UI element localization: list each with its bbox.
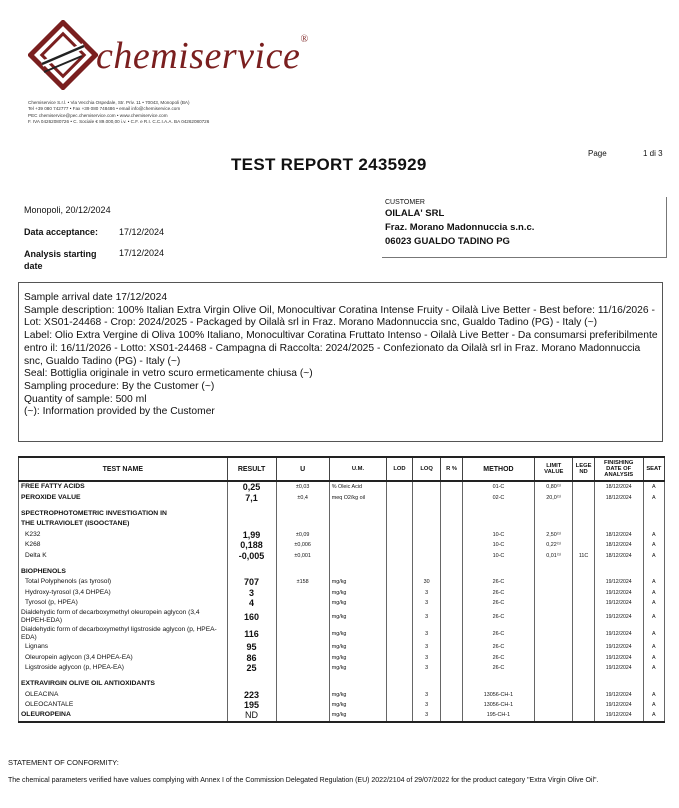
date-cell: 19/12/2024 (594, 710, 643, 721)
col-lod: LOD (387, 457, 413, 481)
lod-cell (387, 519, 413, 529)
lod-cell (387, 492, 413, 502)
lod-cell (387, 588, 413, 598)
lod-cell (387, 652, 413, 662)
sample-seal: Seal: Bottiglia originale in vetro scuro ermeticamente chiusa (~) (24, 368, 313, 380)
table-row (19, 625, 665, 642)
col-test-name: TEST NAME (19, 457, 228, 481)
result-cell (227, 509, 276, 519)
date-cell: 19/12/2024 (594, 663, 643, 673)
test-name-cell: SPECTROPHOTOMETRIC INVESTIGATION IN (19, 509, 228, 519)
loq-cell: 3 (412, 642, 441, 652)
loq-cell (412, 492, 441, 502)
test-name-cell: BIOPHENOLS (19, 567, 228, 577)
acceptance-label: Data acceptance: (24, 227, 99, 237)
test-name-cell: THE ULTRAVIOLET (ISOOCTANE) (19, 519, 228, 529)
seat-cell: A (643, 625, 664, 642)
method-cell: 26-C (462, 652, 534, 662)
um-cell: mg/kg (329, 710, 386, 721)
limit-cell: 0,22⁽¹⁾ (535, 540, 573, 550)
result-cell: 195 (227, 700, 276, 710)
result-cell: 25 (227, 663, 276, 673)
table-group-row (19, 519, 665, 529)
seat-cell: A (643, 481, 664, 492)
col-um: U.M. (329, 457, 386, 481)
r-cell (441, 710, 462, 721)
u-cell: ±158 (276, 577, 329, 587)
col-legend: LEGE ND (573, 457, 594, 481)
company-info: Chemiservice S.r.l. • Via Vecchia Ospedale, Str. Priv. 11 • 70043, Monopoli (BA) Tel +39 080 742777 • Fax +39 080 748486 • email info@chemiservice.com PEC chemiservice@pec.chemiservice.com • www.chemiservice.com F. IVA 04262080726 • C. Sociale € 89.000,00 i.v. • C.F. e R.I. C.C.I.A.A. BA 04262080726 (28, 100, 210, 124)
table-row (19, 700, 665, 710)
result-cell: 1,99 (227, 530, 276, 540)
chemiservice-logo (28, 20, 98, 90)
um-cell: meq O2/kg oil (329, 492, 386, 502)
date-cell (594, 679, 643, 689)
test-name-cell: Delta K (19, 550, 228, 560)
result-cell (227, 567, 276, 577)
test-name-cell: OLEOCANTALE (19, 700, 228, 710)
legend-cell (573, 625, 594, 642)
test-name-cell: Total Polyphenols (as tyrosol) (19, 577, 228, 587)
test-name-cell: Ligstroside aglycon (p, HPEA-EA) (19, 663, 228, 673)
limit-cell: 0,01⁽¹⁾ (535, 550, 573, 560)
loq-cell: 3 (412, 588, 441, 598)
table-header-row (19, 457, 665, 481)
um-cell (329, 540, 386, 550)
date-cell (594, 519, 643, 529)
method-cell: 02-C (462, 492, 534, 502)
result-cell: 7,1 (227, 492, 276, 502)
method-cell: 13056-CH-1 (462, 689, 534, 699)
legend-cell (573, 642, 594, 652)
u-cell: ±0,006 (276, 540, 329, 550)
r-cell (441, 550, 462, 560)
limit-cell: 2,50⁽¹⁾ (535, 530, 573, 540)
legend-cell (573, 492, 594, 502)
limit-cell (535, 642, 573, 652)
table-row (19, 577, 665, 587)
legend-cell (573, 663, 594, 673)
method-cell: 26-C (462, 577, 534, 587)
limit-cell: 0,80⁽¹⁾ (535, 481, 573, 492)
u-cell (276, 700, 329, 710)
lod-cell (387, 700, 413, 710)
date-cell: 19/12/2024 (594, 700, 643, 710)
conformity-text: The chemical parameters verified have values complying with Annex I of the Commission Delegated Regulation (EU) 2022/2104 of 29/07/2022 for the product category "Extra Virgin Olive Oil". (8, 777, 599, 784)
sample-description: Sample description: 100% Italian Extra Virgin Olive Oil, Monocultivar Coratina Intense Fruity - Oilalà Live Better - Best before: 11/16/2026 - Lot: XS01-24468 - Crop: 2024/2025 - Packaged by Oilalà srl in Fraz. Morano Madonnuccia snc, Gualdo Tadino (PG) - Italy (~) (24, 304, 655, 329)
seat-cell: A (643, 540, 664, 550)
u-cell: ±0,03 (276, 481, 329, 492)
sample-arrival: Sample arrival date 17/12/2024 (24, 292, 168, 303)
seat-cell: A (643, 608, 664, 625)
table-group-row (19, 567, 665, 577)
analysis-label: Analysis starting date (24, 249, 97, 271)
col-date: FINISHING DATE OF ANALYSIS (594, 457, 643, 481)
limit-cell (535, 598, 573, 608)
result-cell: 223 (227, 689, 276, 699)
customer-heading: CUSTOMER (385, 199, 425, 206)
test-name-cell: Lignans (19, 642, 228, 652)
method-cell: 10-C (462, 530, 534, 540)
lod-cell (387, 577, 413, 587)
analysis-value: 17/12/2024 (119, 248, 165, 258)
result-cell: 4 (227, 598, 276, 608)
r-cell (441, 481, 462, 492)
method-cell: 10-C (462, 540, 534, 550)
limit-cell (535, 519, 573, 529)
results-table (18, 456, 665, 723)
col-limit: LIMIT VALUE (535, 457, 573, 481)
date-cell: 19/12/2024 (594, 642, 643, 652)
loq-cell (412, 481, 441, 492)
test-name-cell: OLEUROPEINA (19, 710, 228, 721)
loq-cell (412, 519, 441, 529)
um-cell: mg/kg (329, 577, 386, 587)
table-row (19, 652, 665, 662)
um-cell (329, 509, 386, 519)
sample-note: (~): Information provided by the Customer (24, 406, 215, 418)
um-cell: % Oleic Acid (329, 481, 386, 492)
r-cell (441, 567, 462, 577)
seat-cell: A (643, 652, 664, 662)
seat-cell: A (643, 577, 664, 587)
date-cell: 19/12/2024 (594, 625, 643, 642)
loq-cell: 3 (412, 700, 441, 710)
loq-cell: 3 (412, 625, 441, 642)
col-method: METHOD (462, 457, 534, 481)
result-cell (227, 519, 276, 529)
loq-cell: 3 (412, 689, 441, 699)
u-cell: ±0,001 (276, 550, 329, 560)
result-cell: 0,188 (227, 540, 276, 550)
method-cell: 26-C (462, 608, 534, 625)
um-cell: mg/kg (329, 642, 386, 652)
legend-cell (573, 530, 594, 540)
loq-cell (412, 509, 441, 519)
result-cell: 707 (227, 577, 276, 587)
seat-cell (643, 679, 664, 689)
method-cell: 26-C (462, 642, 534, 652)
date-cell: 19/12/2024 (594, 652, 643, 662)
limit-cell (535, 663, 573, 673)
legend-cell (573, 608, 594, 625)
date-cell: 18/12/2024 (594, 481, 643, 492)
table-row (19, 540, 665, 550)
method-cell: 195-CH-1 (462, 710, 534, 721)
u-cell (276, 608, 329, 625)
table-row (19, 710, 665, 721)
method-cell (462, 567, 534, 577)
brand-name: chemiservice® (96, 34, 309, 77)
table-group-row (19, 679, 665, 689)
date-cell: 18/12/2024 (594, 540, 643, 550)
lod-cell (387, 550, 413, 560)
r-cell (441, 588, 462, 598)
r-cell (441, 509, 462, 519)
r-cell (441, 492, 462, 502)
report-title: TEST REPORT 2435929 (231, 155, 427, 174)
loq-cell: 3 (412, 663, 441, 673)
lod-cell (387, 642, 413, 652)
limit-cell (535, 588, 573, 598)
result-cell: ND (227, 710, 276, 721)
um-cell: mg/kg (329, 608, 386, 625)
col-loq: LOQ (412, 457, 441, 481)
test-name-cell: K232 (19, 530, 228, 540)
lod-cell (387, 679, 413, 689)
limit-cell (535, 567, 573, 577)
seat-cell: A (643, 642, 664, 652)
u-cell: ±0,4 (276, 492, 329, 502)
u-cell (276, 567, 329, 577)
date-cell (594, 509, 643, 519)
u-cell (276, 689, 329, 699)
col-result: RESULT (227, 457, 276, 481)
date-cell: 19/12/2024 (594, 577, 643, 587)
lod-cell (387, 663, 413, 673)
um-cell: mg/kg (329, 700, 386, 710)
result-cell: 95 (227, 642, 276, 652)
page-label: Page (588, 149, 607, 158)
result-cell (227, 679, 276, 689)
table-row (19, 663, 665, 673)
method-cell: 26-C (462, 625, 534, 642)
r-cell (441, 689, 462, 699)
seat-cell: A (643, 598, 664, 608)
date-cell: 19/12/2024 (594, 689, 643, 699)
method-cell: 10-C (462, 550, 534, 560)
limit-cell (535, 700, 573, 710)
seat-cell: A (643, 663, 664, 673)
sample-quantity: Quantity of sample: 500 ml (24, 393, 147, 405)
table-row (19, 530, 665, 540)
r-cell (441, 530, 462, 540)
legend-cell (573, 652, 594, 662)
u-cell (276, 710, 329, 721)
um-cell: mg/kg (329, 625, 386, 642)
legend-cell (573, 700, 594, 710)
table-row (19, 588, 665, 598)
limit-cell (535, 689, 573, 699)
seat-cell: A (643, 530, 664, 540)
test-name-cell: FREE FATTY ACIDS (19, 481, 228, 492)
u-cell (276, 642, 329, 652)
place-date: Monopoli, 20/12/2024 (24, 205, 111, 215)
um-cell: mg/kg (329, 588, 386, 598)
legend-cell (573, 509, 594, 519)
um-cell: mg/kg (329, 598, 386, 608)
method-cell: 01-C (462, 481, 534, 492)
u-cell (276, 625, 329, 642)
customer-city: 06023 GUALDO TADINO PG (385, 236, 510, 247)
seat-cell: A (643, 588, 664, 598)
method-cell (462, 509, 534, 519)
method-cell (462, 679, 534, 689)
customer-name: OILALA' SRL (385, 208, 445, 219)
limit-cell (535, 625, 573, 642)
date-cell: 18/12/2024 (594, 492, 643, 502)
lod-cell (387, 567, 413, 577)
loq-cell: 30 (412, 577, 441, 587)
r-cell (441, 625, 462, 642)
test-name-cell: PEROXIDE VALUE (19, 492, 228, 502)
um-cell (329, 530, 386, 540)
loq-cell: 3 (412, 608, 441, 625)
r-cell (441, 577, 462, 587)
legend-cell: 11C (573, 550, 594, 560)
r-cell (441, 663, 462, 673)
col-seat: SEAT (643, 457, 664, 481)
conformity-title: STATEMENT OF CONFORMITY: (8, 758, 119, 767)
lod-cell (387, 608, 413, 625)
seat-cell: A (643, 492, 664, 502)
loq-cell (412, 550, 441, 560)
table-row (19, 481, 665, 492)
date-cell: 18/12/2024 (594, 550, 643, 560)
r-cell (441, 598, 462, 608)
lod-cell (387, 481, 413, 492)
legend-cell (573, 710, 594, 721)
table-row (19, 492, 665, 502)
r-cell (441, 700, 462, 710)
r-cell (441, 519, 462, 529)
lod-cell (387, 598, 413, 608)
sample-label: Label: Olio Extra Vergine di Oliva 100% Italiano, Monocultivar Coratina Fruttato Intenso - Oilalà Live Better - Da consumarsi preferibilmente entro il: 16/11/2026 - Lotto: XS01-24468 - Campagna di Raccolta: 2024/2025 - Confezionato da Oilalà srl in Fraz. Morano Madonnuccia snc, Gualdo Tadino (PG) - Italy (~) (24, 330, 658, 367)
date-cell (594, 567, 643, 577)
um-cell: mg/kg (329, 663, 386, 673)
um-cell: mg/kg (329, 689, 386, 699)
lod-cell (387, 540, 413, 550)
result-cell: 0,25 (227, 481, 276, 492)
seat-cell: A (643, 689, 664, 699)
acceptance-value: 17/12/2024 (119, 227, 165, 237)
seat-cell (643, 567, 664, 577)
limit-cell (535, 652, 573, 662)
table-row (19, 642, 665, 652)
r-cell (441, 642, 462, 652)
seat-cell: A (643, 550, 664, 560)
legend-cell (573, 689, 594, 699)
table-row (19, 608, 665, 625)
date-cell: 19/12/2024 (594, 608, 643, 625)
legend-cell (573, 679, 594, 689)
um-cell (329, 550, 386, 560)
lod-cell (387, 530, 413, 540)
loq-cell (412, 540, 441, 550)
limit-cell (535, 608, 573, 625)
legend-cell (573, 481, 594, 492)
col-r: R % (441, 457, 462, 481)
test-name-cell: K268 (19, 540, 228, 550)
page-number: 1 di 3 (643, 149, 663, 158)
u-cell (276, 663, 329, 673)
customer-address: Fraz. Morano Madonnuccia s.n.c. (385, 222, 535, 233)
um-cell (329, 679, 386, 689)
lod-cell (387, 625, 413, 642)
um-cell (329, 567, 386, 577)
table-group-row (19, 509, 665, 519)
legend-cell (573, 588, 594, 598)
seat-cell: A (643, 700, 664, 710)
limit-cell (535, 509, 573, 519)
date-cell: 18/12/2024 (594, 530, 643, 540)
method-cell: 26-C (462, 588, 534, 598)
loq-cell (412, 567, 441, 577)
loq-cell: 3 (412, 652, 441, 662)
r-cell (441, 679, 462, 689)
loq-cell: 3 (412, 598, 441, 608)
test-name-cell: Oleuropein aglycon (3,4 DHPEA-EA) (19, 652, 228, 662)
um-cell (329, 519, 386, 529)
method-cell (462, 519, 534, 529)
table-row (19, 598, 665, 608)
test-name-cell: Dialdehydic form of decarboxymethyl oleuropein aglycon (3,4 DHPEH-EDA) (19, 608, 228, 625)
u-cell (276, 519, 329, 529)
table-row (19, 689, 665, 699)
loq-cell (412, 530, 441, 540)
test-name-cell: Dialdehydic form of decarboxymethyl ligstroside aglycon (p, HPEA-EDA) (19, 625, 228, 642)
legend-cell (573, 567, 594, 577)
table-row (19, 550, 665, 560)
test-name-cell: EXTRAVIRGIN OLIVE OIL ANTIOXIDANTS (19, 679, 228, 689)
r-cell (441, 540, 462, 550)
u-cell (276, 598, 329, 608)
col-u: U (276, 457, 329, 481)
result-cell: 160 (227, 608, 276, 625)
legend-cell (573, 598, 594, 608)
method-cell: 26-C (462, 663, 534, 673)
limit-cell (535, 679, 573, 689)
um-cell: mg/kg (329, 652, 386, 662)
test-name-cell: Hydroxy-tyrosol (3,4 DHPEA) (19, 588, 228, 598)
legend-cell (573, 577, 594, 587)
r-cell (441, 608, 462, 625)
u-cell: ±0,09 (276, 530, 329, 540)
result-cell: 3 (227, 588, 276, 598)
seat-cell (643, 509, 664, 519)
method-cell: 26-C (462, 598, 534, 608)
result-cell: -0,005 (227, 550, 276, 560)
loq-cell (412, 679, 441, 689)
legend-cell (573, 540, 594, 550)
r-cell (441, 652, 462, 662)
date-cell: 19/12/2024 (594, 588, 643, 598)
date-cell: 19/12/2024 (594, 598, 643, 608)
limit-cell (535, 710, 573, 721)
u-cell (276, 509, 329, 519)
legend-cell (573, 519, 594, 529)
u-cell (276, 652, 329, 662)
lod-cell (387, 689, 413, 699)
sampling-procedure: Sampling procedure: By the Customer (~) (24, 380, 215, 392)
sample-info (24, 292, 660, 419)
limit-cell (535, 577, 573, 587)
result-cell: 116 (227, 625, 276, 642)
u-cell (276, 679, 329, 689)
u-cell (276, 588, 329, 598)
lod-cell (387, 710, 413, 721)
loq-cell: 3 (412, 710, 441, 721)
result-cell: 86 (227, 652, 276, 662)
test-name-cell: OLEACINA (19, 689, 228, 699)
seat-cell: A (643, 710, 664, 721)
method-cell: 13056-CH-1 (462, 700, 534, 710)
test-name-cell: Tyrosol (p, HPEA) (19, 598, 228, 608)
lod-cell (387, 509, 413, 519)
seat-cell (643, 519, 664, 529)
limit-cell: 20,0⁽¹⁾ (535, 492, 573, 502)
